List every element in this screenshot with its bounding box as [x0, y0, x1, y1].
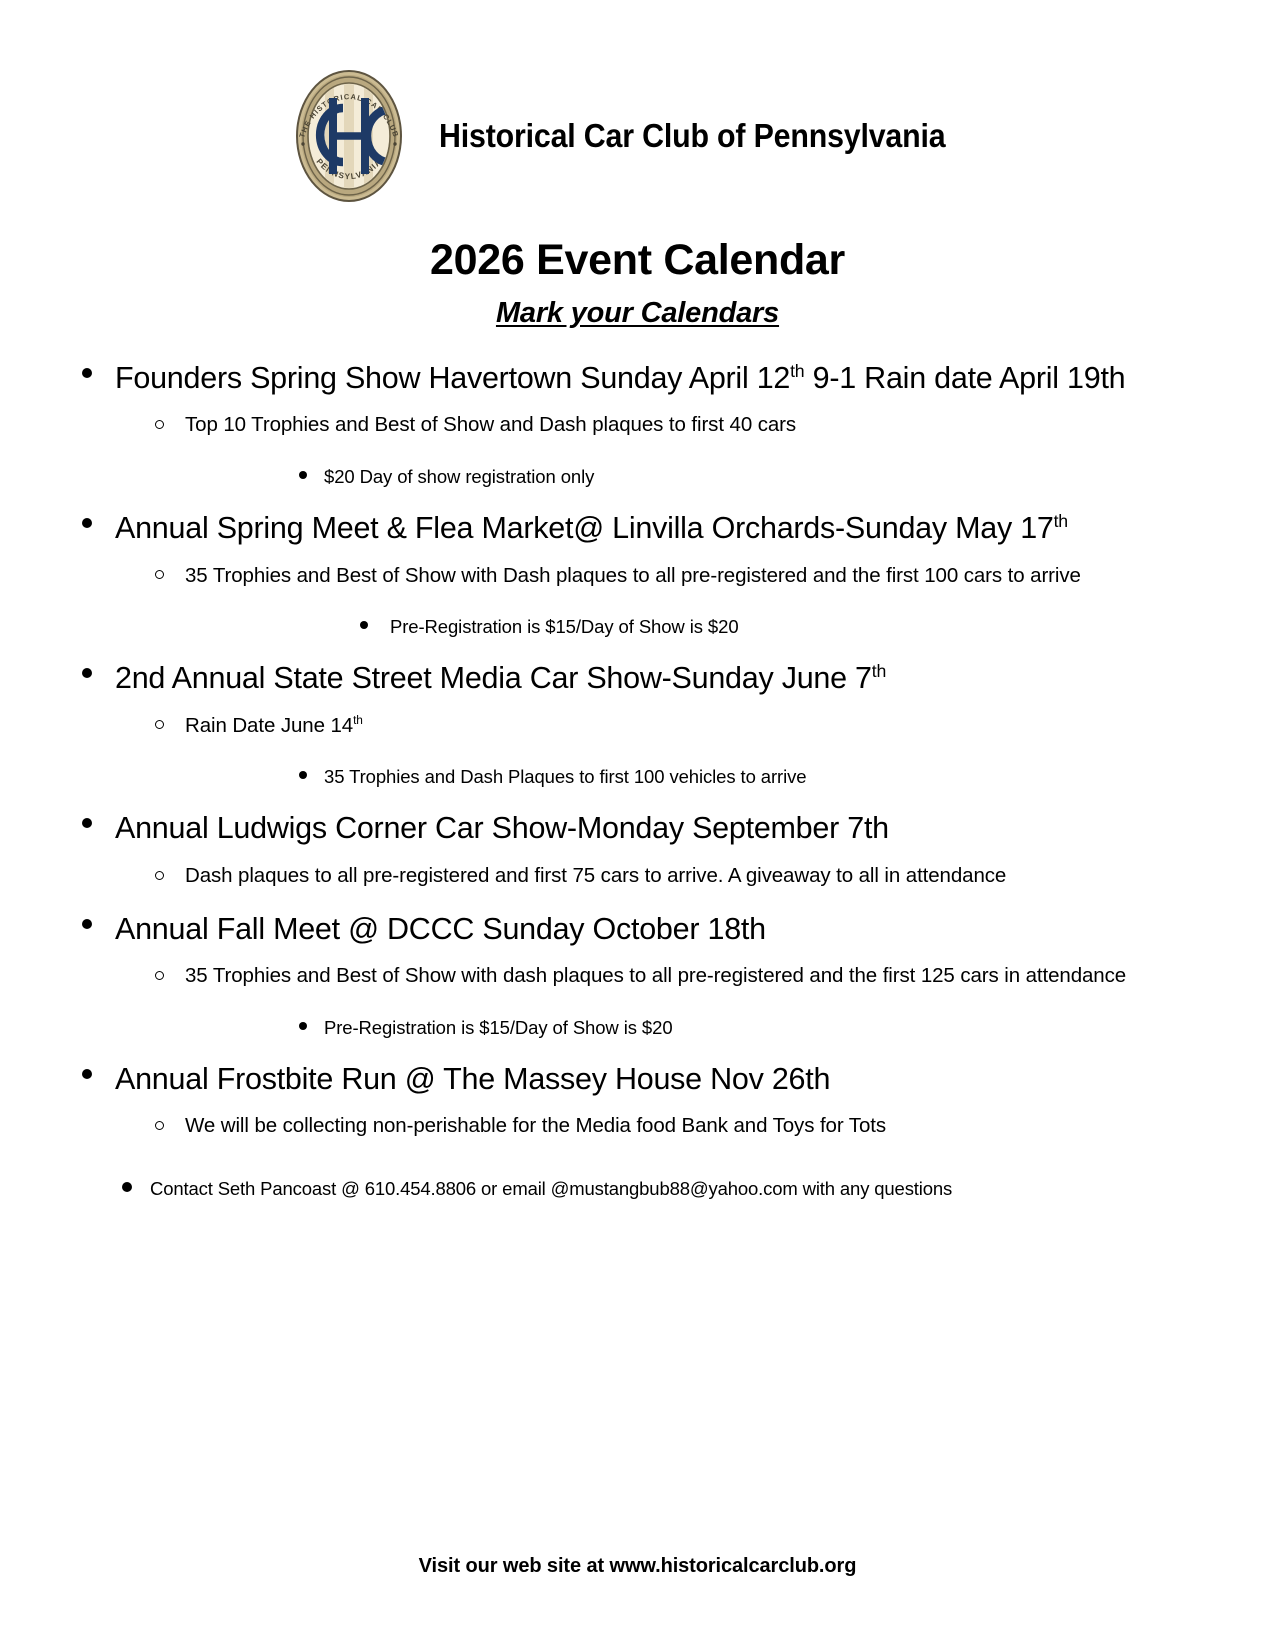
bullet-disc-icon [122, 1182, 132, 1192]
event-subdetail-text: Pre-Registration is $15/Day of Show is $20 [324, 1016, 673, 1038]
bullet-disc-icon [82, 919, 92, 929]
bullet-circle-icon [155, 971, 164, 980]
bullet-disc-small-icon [299, 771, 307, 779]
bullet-disc-icon [82, 818, 92, 828]
bullet-circle-icon [155, 570, 164, 579]
event-detail [0, 406, 1237, 443]
bullet-circle-icon [155, 871, 164, 880]
event-title [0, 502, 1237, 554]
event-detail-text: 35 Trophies and Best of Show with dash plaques to all pre-registered and the first 125 cars in attendance [185, 964, 1127, 988]
website-footer: Visit our web site at www.historicalcarclub.org [418, 1555, 857, 1577]
page-subtitle-text: Mark your Calendars [495, 297, 780, 329]
ordinal-suffix: th [1053, 510, 1068, 531]
event-subdetail [0, 610, 1237, 643]
club-name: Historical Car Club of Pennsylvania [439, 117, 946, 154]
event-detail [0, 707, 1237, 744]
page-title: 2026 Event Calendar [430, 236, 845, 284]
ordinal-suffix: th [790, 360, 805, 381]
bullet-disc-icon [82, 518, 92, 528]
bullet-circle-icon [155, 420, 164, 429]
event-title [0, 802, 1237, 854]
event-list [0, 352, 1275, 1205]
event-detail-text: Top 10 Trophies and Best of Show and Dash plaques to first 40 cars [185, 413, 797, 437]
document-header [0, 0, 1275, 210]
event-subdetail-text: Pre-Registration is $15/Day of Show is $20 [390, 615, 739, 637]
ordinal-suffix: th [353, 712, 363, 727]
bullet-disc-small-icon [299, 471, 307, 479]
event-title [0, 652, 1237, 704]
event-title-text: Annual Ludwigs Corner Car Show-Monday September 7th [115, 811, 889, 846]
event-detail [0, 957, 1237, 994]
event-title [0, 1053, 1237, 1105]
ordinal-suffix: th [871, 660, 887, 681]
event-detail [0, 1107, 1237, 1144]
event-title-text: Annual Frostbite Run @ The Massey House Nov 26th [115, 1061, 831, 1096]
event-subdetail-text: $20 Day of show registration only [324, 465, 595, 487]
event-title-text: Annual Fall Meet @ DCCC Sunday October 18th [115, 911, 766, 946]
event-title-text: Annual Spring Meet & Flea Market@ Linvilla Orchards-Sunday May 17 [115, 511, 1054, 546]
event-detail-text: We will be collecting non-perishable for the Media food Bank and Toys for Tots [185, 1114, 886, 1138]
event-title [0, 903, 1237, 955]
svg-text:PENNSYLVANIA: PENNSYLVANIA [314, 156, 384, 182]
event-subdetail [0, 760, 1237, 793]
bullet-disc-icon [82, 368, 92, 378]
event-subdetail [0, 1011, 1237, 1044]
bullet-circle-icon [155, 720, 164, 729]
event-title-text: Founders Spring Show Havertown Sunday April 12 [115, 361, 791, 395]
svg-text:THE HISTORICAL CAR CLUB: THE HISTORICAL CAR CLUB [297, 92, 401, 139]
event-subdetail [0, 460, 1237, 493]
hcc-club-badge-logo-icon [285, 62, 413, 210]
event-detail-text: Rain Date June 14 [185, 713, 354, 737]
event-subdetail-text: 35 Trophies and Dash Plaques to first 100 vehicles to arrive [324, 765, 807, 787]
bullet-disc-small-icon [360, 621, 368, 629]
event-detail-text: Dash plaques to all pre-registered and first 75 cars to arrive. A giveaway to all in attendance [185, 863, 1007, 887]
page-subtitle [0, 297, 1275, 330]
bullet-disc-small-icon [299, 1022, 307, 1030]
event-detail-text: 35 Trophies and Best of Show with Dash plaques to all pre-registered and the first 100 cars to arrive [185, 563, 1081, 587]
bullet-disc-icon [82, 1069, 92, 1079]
contact-text: Contact Seth Pancoast @ 610.454.8806 or email @mustangbub88@yahoo.com with any questions [150, 1177, 953, 1199]
event-detail [0, 557, 1237, 594]
bullet-circle-icon [155, 1121, 164, 1130]
event-title-text: 2nd Annual State Street Media Car Show-Sunday June 7 [115, 661, 872, 696]
event-title [0, 352, 1237, 404]
event-title-text-cont: 9-1 Rain date April 19th [804, 361, 1126, 395]
event-detail [0, 857, 1237, 894]
contact-line [0, 1172, 1237, 1205]
bullet-disc-icon [82, 668, 92, 678]
